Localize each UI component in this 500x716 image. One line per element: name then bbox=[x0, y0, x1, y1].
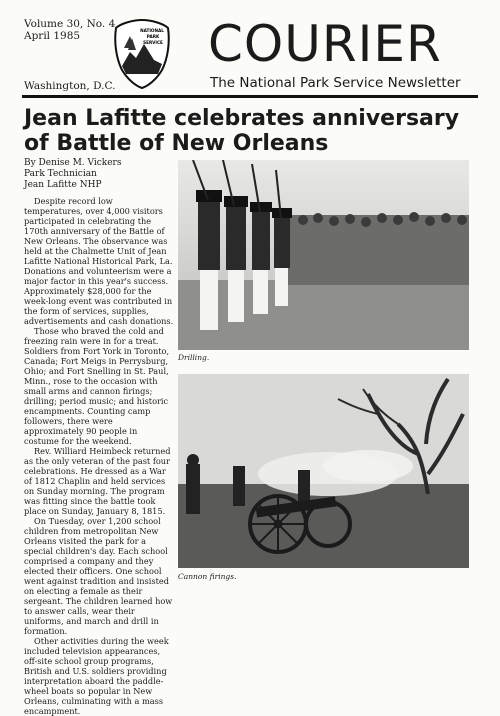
article-paragraph: Despite record low temperatures, over 4,000 visitors participated in celebrating the 170th anniversary of the Battle of New Orleans. The observance was held at the Chalmette Unit of Jean Lafitte National Historical Park, La. Donations and volunteerism were a major factor in this year's success. Approximately $28,000 for the week-long event was contributed in the form of services, supplies, advertisements and cash donations. bbox=[24, 196, 174, 326]
newsletter-subtitle: The National Park Service Newsletter bbox=[210, 75, 461, 91]
article-body bbox=[24, 196, 174, 716]
issue-date: April 1985 bbox=[24, 30, 81, 42]
byline-title: Park Technician bbox=[24, 169, 97, 179]
drilling-caption: Drilling. bbox=[178, 353, 210, 362]
dateline-location: Washington, D.C. bbox=[24, 80, 116, 92]
byline-park: Jean Lafitte NHP bbox=[24, 180, 102, 190]
cannon-firings-photo bbox=[178, 374, 469, 568]
article-paragraph: On Tuesday, over 1,200 school children from metropolitan New Orleans visited the park for a special children's day. Each school comprised a company and they elected their officers. One school went against tradition and insisted on electing a female as their sergeant. The children learned how to answer calls, wear their uniforms, and march and drill in formation. bbox=[24, 516, 173, 636]
cannon-firings-caption: Cannon firings. bbox=[178, 572, 237, 581]
emblem-text-top: NATIONAL bbox=[140, 28, 164, 33]
newsletter-title: COURIER bbox=[208, 15, 442, 73]
emblem-text-mid: PARK bbox=[146, 34, 160, 39]
article-paragraph: Those who braved the cold and freezing rain were in for a treat. Soldiers from Fort York in Toronto, Canada; Fort Meigs in Perrysburg, Ohio; and Fort Snelling in St. Paul, Minn., rose to the occasion with small arms and cannon firings; drilling; period music; and historic encampments. Counting camp followers, there were approximately 90 people in costume for the weekend. bbox=[24, 326, 170, 446]
article-byline bbox=[24, 158, 121, 191]
article-paragraph: Other activities during the week included television appearances, off-site school group programs, British and U.S. soldiers providing interpretation aboard the paddle-wheel boats so popular in New Orleans, culminating with a mass encampment. bbox=[24, 636, 169, 716]
volume-number: Volume 30, No. 4 bbox=[24, 18, 116, 30]
emblem-text-low: SERVICE bbox=[143, 40, 163, 45]
issue-info bbox=[24, 18, 115, 42]
arrowhead-emblem-icon bbox=[112, 18, 172, 90]
article-paragraph: Rev. Williard Heimbeck returned as the only veteran of the past four celebrations. He dressed as a War of 1812 Chaplin and held services on Sunday morning. The program was fitting since the battle took place on Sunday, January 8, 1815. bbox=[24, 446, 171, 516]
byline-author: By Denise M. Vickers bbox=[24, 158, 122, 168]
article-headline: Jean Lafitte celebrates anniversary of Battle of New Orleans bbox=[24, 106, 460, 156]
masthead-divider bbox=[22, 95, 478, 98]
drilling-photo bbox=[178, 160, 469, 350]
